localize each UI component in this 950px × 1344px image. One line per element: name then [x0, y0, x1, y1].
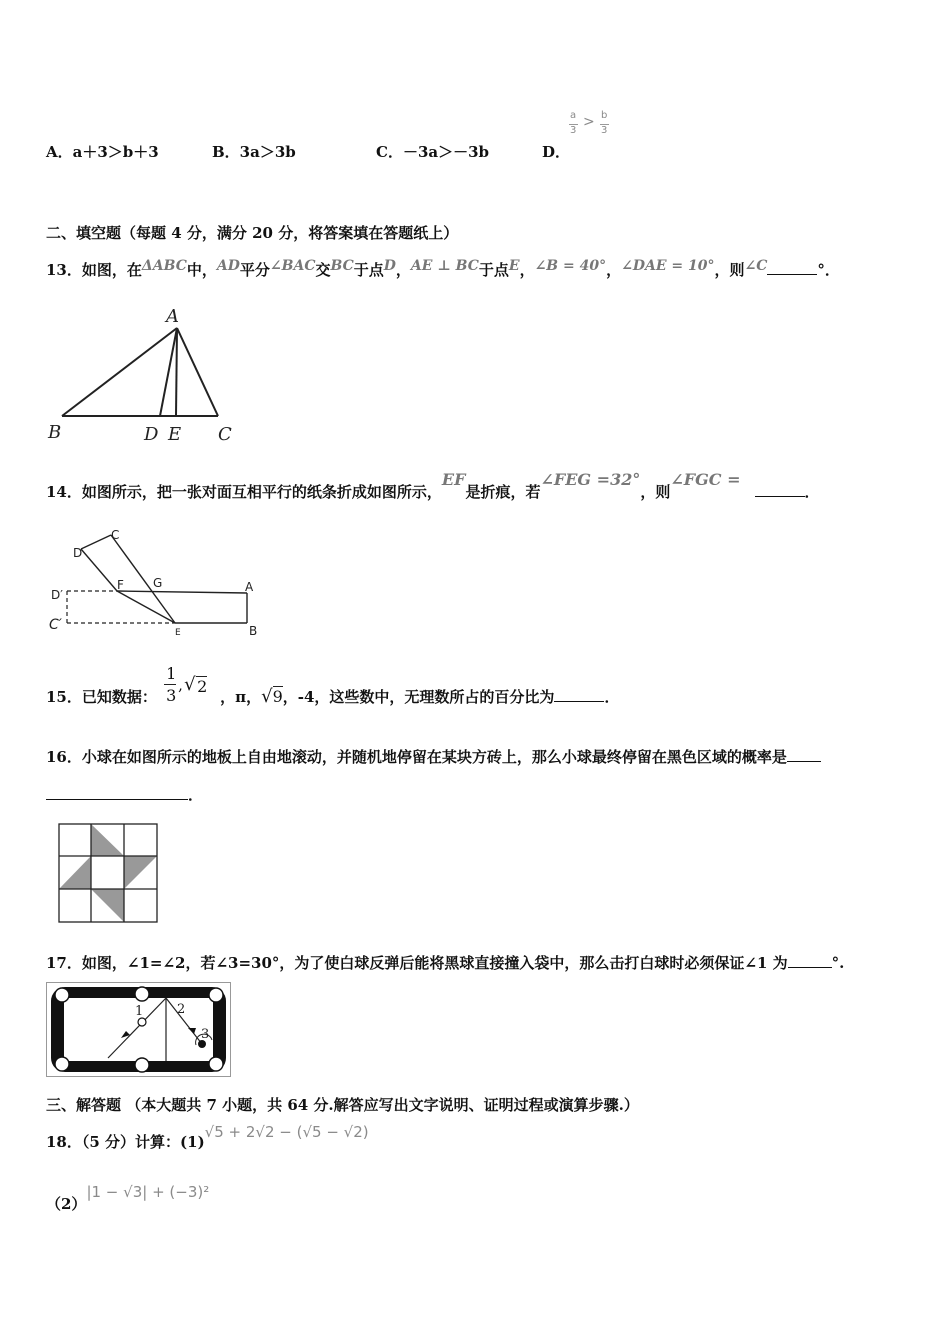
- white-ball: [138, 1018, 146, 1026]
- question-16-continued: ．: [46, 784, 203, 805]
- triangle-figure: [40, 300, 250, 450]
- option-b: B．3a＞3b: [212, 143, 296, 161]
- question-14: 14．如图所示，把一张对面互相平行的纸条折成如图所示，EF是折痕，若∠FEG =32°，则∠FGC =．: [46, 470, 820, 501]
- side-ac: [177, 328, 218, 416]
- label-e: E: [175, 628, 181, 638]
- sqrt-icon: √: [261, 686, 273, 707]
- data-list-expression: 1 3 , √ 2: [166, 664, 208, 705]
- pocket-icon: [55, 988, 69, 1002]
- answer-blank: [554, 687, 604, 702]
- question-18-part-2: （2）|1 − √3| + (−3)²: [46, 1183, 210, 1213]
- section-title-fill-blank: 二、填空题（每题 4 分，满分 20 分，将答案填在答题纸上）: [46, 224, 459, 242]
- option-c: C．－3a＞－3b: [376, 143, 490, 161]
- label-b: B: [249, 624, 258, 638]
- option-a: A．a＋3＞b＋3: [46, 143, 159, 161]
- label-d: D: [73, 546, 83, 560]
- strip-top-edge: [117, 591, 247, 593]
- label-d-prime: D′: [51, 588, 63, 602]
- label-a: A: [245, 580, 254, 594]
- question-17: 17．如图，∠1=∠2，若∠3=30°，为了使白球反弹后能将黑球直接撞入袋中，那么击打白球时必须保证∠1 为 °.: [46, 954, 845, 972]
- answer-blank: [46, 785, 188, 800]
- label-angle-2: 2: [177, 1002, 186, 1017]
- shaded-triangle: [59, 856, 91, 889]
- pocket-icon: [55, 1057, 69, 1071]
- sqrt-icon: √: [184, 674, 196, 695]
- pocket-icon: [135, 987, 149, 1001]
- fraction-bar: [164, 684, 176, 685]
- segment-ad: [160, 328, 177, 416]
- option-d-expression: a 3 > b 3: [570, 110, 608, 136]
- label-angle-1: 1: [135, 1004, 144, 1019]
- label-d: D: [144, 424, 159, 445]
- side-ab: [62, 328, 177, 416]
- pocket-icon: [135, 1058, 149, 1072]
- label-g: G: [153, 576, 163, 590]
- folded-edge-dc: [81, 535, 111, 549]
- option-d: D．: [542, 143, 571, 161]
- answer-blank: [755, 482, 805, 497]
- billiard-table-figure: [46, 982, 232, 1078]
- segment-ae: [176, 328, 177, 416]
- folded-strip-figure: [45, 525, 275, 645]
- folded-edge-df: [81, 549, 117, 591]
- answer-blank: [767, 260, 817, 275]
- question-13: 13．如图，在ΔABC中，AD平分∠BAC交BC于点D，AE ⊥ BC于点E，∠B = 40°，∠DAE = 10°，则∠C °．: [46, 258, 840, 279]
- question-16: 16．小球在如图所示的地板上自由地滚动，并随机地停留在某块方砖上，那么小球最终停留在黑色区域的概率是: [46, 746, 821, 767]
- label-a: A: [166, 306, 179, 327]
- shaded-triangle: [124, 856, 157, 889]
- shaded-triangle: [91, 824, 124, 856]
- section-title-solve: 三、解答题 （本大题共 7 小题，共 64 分.解答应写出文字说明、证明过程或演算步骤.）: [46, 1096, 639, 1114]
- pocket-icon: [209, 1057, 223, 1071]
- label-c-prime: C′: [49, 617, 62, 633]
- label-c: C: [218, 424, 232, 445]
- label-b: B: [48, 422, 62, 443]
- shaded-triangle: [91, 889, 124, 922]
- question-15: 15．已知数据： 1 3 , √ 2 ，π，√9，-4，这些数中，无理数所占的百分比为 ．: [46, 664, 620, 707]
- tile-floor-figure: [58, 823, 160, 925]
- answer-blank: [788, 953, 832, 968]
- label-c: C: [111, 528, 120, 542]
- question-18-part-1: 18．（5 分）计算：(1)√5 + 2√2 − (√5 − √2): [46, 1123, 369, 1151]
- answer-blank: [787, 747, 821, 762]
- grid-outline: [59, 824, 157, 922]
- label-angle-3: 3: [201, 1027, 210, 1042]
- crease-fe: [117, 591, 175, 623]
- label-f: F: [117, 578, 124, 592]
- label-e: E: [168, 424, 182, 445]
- pocket-icon: [209, 988, 223, 1002]
